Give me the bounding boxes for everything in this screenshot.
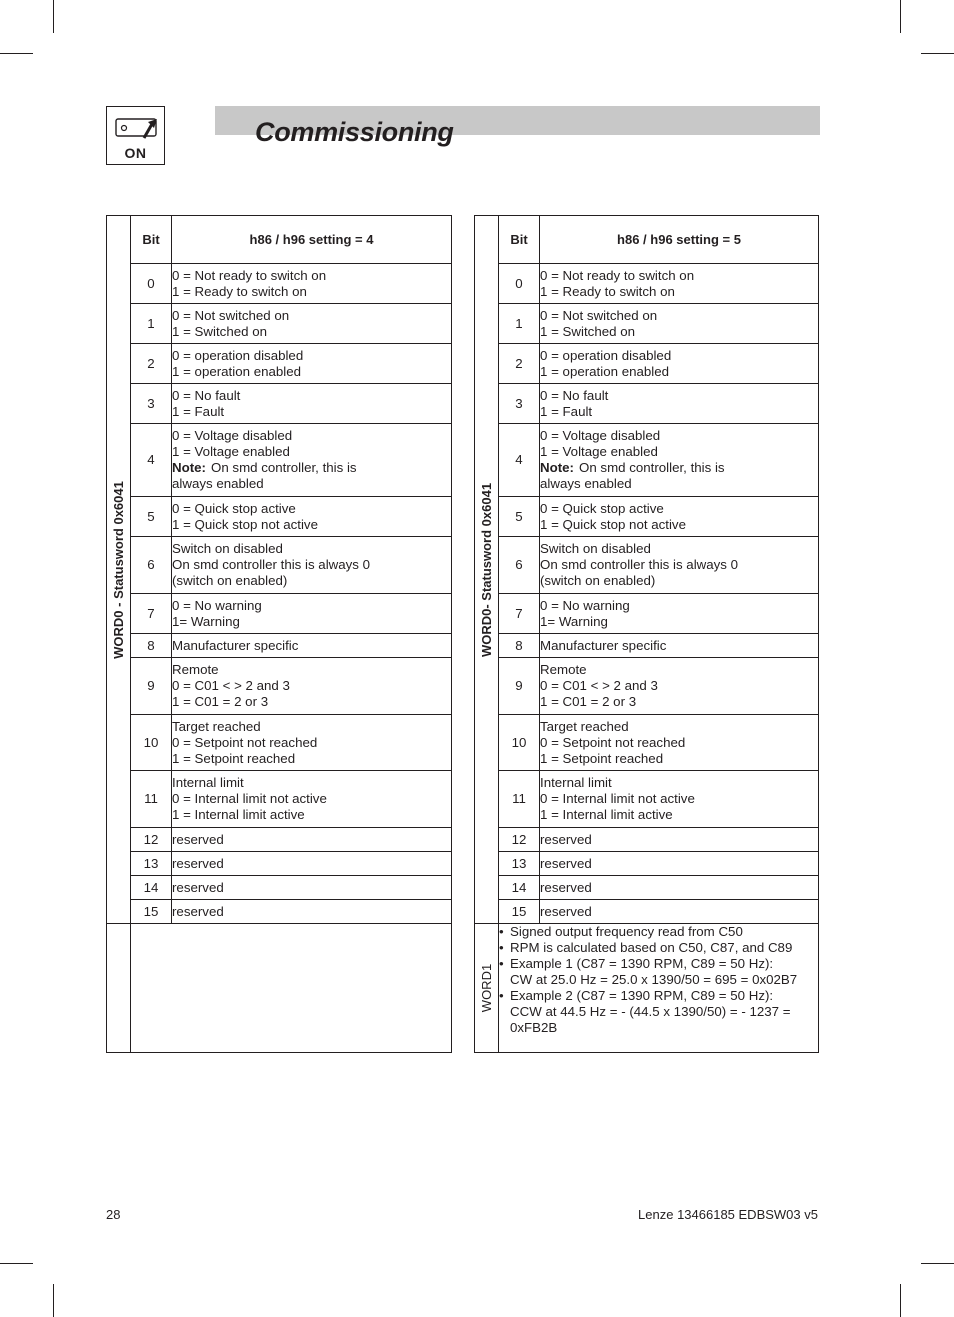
- table-row: [475, 771, 819, 828]
- note-line: [540, 460, 818, 476]
- description-line: 0 = operation disabled: [172, 347, 304, 363]
- bit-description: [172, 344, 452, 384]
- bit-description: [172, 304, 452, 344]
- page-title: Commissioning: [255, 117, 454, 147]
- description-line: 0 = operation disabled: [540, 347, 672, 363]
- crop-mark: [53, 1284, 54, 1317]
- bit-number: 2: [131, 344, 172, 384]
- description-line: Manufacturer specific: [540, 637, 667, 653]
- bit-number: 9: [499, 658, 540, 715]
- bullet-line: • Example 1 (C87 = 1390 RPM, C89 = 50 Hz):: [510, 956, 774, 971]
- description-line: 0 = Voltage disabled: [540, 428, 661, 443]
- description-line: 1= Warning: [172, 613, 240, 629]
- bit-number: 13: [131, 852, 172, 876]
- note-label: Note:: [540, 460, 574, 475]
- table-row: [475, 304, 819, 344]
- description-line: reserved: [540, 831, 592, 847]
- crop-mark: [921, 53, 954, 54]
- word0-label: WORD0- Statusword 0x6041: [478, 482, 494, 657]
- description-line: reserved: [172, 903, 224, 919]
- bit-description: [172, 900, 452, 924]
- description-line: 1= Warning: [540, 613, 608, 629]
- bit-number: 4: [499, 424, 540, 497]
- table-row: [475, 715, 819, 771]
- description-line: reserved: [172, 879, 224, 895]
- description-line: 1 = Quick stop not active: [540, 516, 686, 532]
- bit-number: 0: [499, 264, 540, 304]
- table-row: [107, 497, 452, 537]
- bit-header: Bit: [131, 216, 172, 264]
- description-line: 0 = Quick stop active: [172, 500, 296, 516]
- description-line: 0 = No fault: [540, 387, 609, 403]
- word1-bullet: [499, 924, 818, 940]
- description-line: 0 = Voltage disabled: [172, 428, 293, 443]
- description-line: reserved: [172, 855, 224, 871]
- bit-number: 1: [131, 304, 172, 344]
- description-line: 1 = Internal limit active: [172, 807, 305, 822]
- bullet-line: CCW at 44.5 Hz = - (44.5 x 1390/50) = - 1237 =: [510, 1004, 791, 1019]
- description-line: 1 = C01 = 2 or 3: [172, 694, 269, 709]
- word1-description: [499, 924, 819, 1053]
- description-line: On smd controller this is always 0: [172, 557, 371, 572]
- bit-header: Bit: [499, 216, 540, 264]
- table-header-row: [107, 216, 452, 264]
- crop-mark: [900, 1284, 901, 1317]
- switch-icon: [108, 110, 164, 150]
- bit-description: [540, 658, 819, 715]
- word0-label: WORD0 - Statusword 0x6041: [110, 480, 126, 659]
- description-line: 0 = Not switched on: [540, 307, 658, 323]
- bit-number: 7: [131, 594, 172, 634]
- bit-number: 5: [131, 497, 172, 537]
- table-row: [107, 537, 452, 594]
- empty-word1-row: [107, 924, 452, 1053]
- word1-bullet: [499, 940, 818, 956]
- description-line: 0 = Internal limit not active: [172, 791, 327, 806]
- description-line: 1 = Switched on: [540, 323, 635, 339]
- description-line: 0 = C01 < > 2 and 3: [172, 678, 290, 693]
- bit-number: 7: [499, 594, 540, 634]
- word1-bullet-list: [499, 924, 818, 1036]
- table-row: [475, 634, 819, 658]
- statusword-table-right: [474, 215, 819, 1053]
- description-line: On smd controller this is always 0: [540, 557, 739, 572]
- statusword-table-left: [106, 215, 452, 1053]
- note-text: always enabled: [172, 476, 264, 491]
- bit-description: [540, 344, 819, 384]
- bit-number: 11: [131, 771, 172, 828]
- description-line: 1 = Switched on: [172, 323, 267, 339]
- description-line: 0 = Quick stop active: [540, 500, 664, 516]
- on-label: ON: [124, 145, 147, 161]
- bit-description: [172, 594, 452, 634]
- description-line: 1 = Voltage enabled: [172, 444, 290, 459]
- bit-description: [540, 876, 819, 900]
- description-line: 1 = C01 = 2 or 3: [540, 694, 637, 709]
- table-header-row: [475, 216, 819, 264]
- bit-description: [172, 384, 452, 424]
- description-line: Remote: [540, 662, 587, 677]
- table-row: [475, 876, 819, 900]
- table-row: [475, 264, 819, 304]
- empty-side-cell: [107, 924, 131, 1053]
- bit-number: 9: [131, 658, 172, 715]
- note-text: always enabled: [540, 476, 632, 491]
- bit-description: [172, 876, 452, 900]
- description-line: Internal limit: [172, 775, 244, 790]
- bit-number: 15: [131, 900, 172, 924]
- description-line: 1 = Voltage enabled: [540, 444, 658, 459]
- description-line: 1 = Setpoint reached: [172, 750, 296, 766]
- bit-description: [540, 497, 819, 537]
- bit-number: 15: [499, 900, 540, 924]
- bit-number: 5: [499, 497, 540, 537]
- empty-cell: [131, 924, 452, 1053]
- bit-description: [172, 497, 452, 537]
- description-line: reserved: [172, 831, 224, 847]
- bit-number: 10: [499, 715, 540, 771]
- word1-bullet: [499, 956, 818, 988]
- description-line: 1 = Ready to switch on: [172, 283, 307, 299]
- bit-description: [540, 852, 819, 876]
- bit-number: 6: [131, 537, 172, 594]
- note-text: On smd controller, this is: [210, 460, 357, 475]
- bit-description: [172, 537, 452, 594]
- table-row: [475, 594, 819, 634]
- description-line: 1 = operation enabled: [172, 363, 302, 379]
- table-row: [475, 384, 819, 424]
- note-line: [172, 460, 451, 476]
- note-text: On smd controller, this is: [578, 460, 725, 475]
- bit-number: 10: [131, 715, 172, 771]
- description-line: 1 = Quick stop not active: [172, 516, 318, 532]
- bit-description: [172, 852, 452, 876]
- description-line: Target reached: [172, 718, 261, 734]
- bit-description: [540, 424, 819, 497]
- table-row: [475, 537, 819, 594]
- description-line: 0 = Setpoint not reached: [172, 734, 318, 750]
- description-line: 0 = No warning: [172, 597, 262, 613]
- bit-description: [540, 715, 819, 771]
- table-row: [107, 304, 452, 344]
- bit-description: [172, 264, 452, 304]
- table-row: [475, 900, 819, 924]
- bit-description: [172, 424, 452, 497]
- bit-description: [540, 634, 819, 658]
- description-line: Remote: [172, 662, 219, 677]
- description-line: Internal limit: [540, 775, 612, 790]
- description-line: 1 = Fault: [540, 403, 593, 419]
- description-line: Manufacturer specific: [172, 637, 299, 653]
- crop-mark: [900, 0, 901, 33]
- table-row: [107, 424, 452, 497]
- bit-description: [540, 384, 819, 424]
- setting-header: h86 / h96 setting = 4: [172, 216, 452, 264]
- bullet-line: • Example 2 (C87 = 1390 RPM, C89 = 50 Hz):: [510, 988, 774, 1003]
- description-line: (switch on enabled): [540, 573, 656, 588]
- crop-mark: [0, 53, 33, 54]
- description-line: 0 = Setpoint not reached: [540, 734, 686, 750]
- description-line: 0 = No fault: [172, 387, 241, 403]
- description-line: reserved: [540, 855, 592, 871]
- bit-description: [540, 771, 819, 828]
- description-line: 0 = Not ready to switch on: [172, 267, 327, 283]
- word0-side-cell: [475, 216, 499, 924]
- bit-number: 0: [131, 264, 172, 304]
- bit-number: 14: [499, 876, 540, 900]
- crop-mark: [921, 1263, 954, 1264]
- table-row: [107, 594, 452, 634]
- description-line: reserved: [540, 879, 592, 895]
- bit-number: 3: [131, 384, 172, 424]
- description-line: reserved: [540, 903, 592, 919]
- table-row: [107, 634, 452, 658]
- table-row: [475, 852, 819, 876]
- description-line: Switch on disabled: [540, 541, 651, 556]
- power-switch-icon: [106, 106, 165, 165]
- bit-description: [172, 715, 452, 771]
- bullet-line: • Signed output frequency read from C50: [510, 924, 743, 939]
- bit-number: 3: [499, 384, 540, 424]
- note-label: Note:: [172, 460, 206, 475]
- bit-description: [172, 634, 452, 658]
- description-line: (switch on enabled): [172, 573, 288, 588]
- bit-description: [540, 828, 819, 852]
- bit-description: [172, 658, 452, 715]
- description-line: 0 = Internal limit not active: [540, 791, 695, 806]
- word1-label: WORD1: [478, 963, 494, 1013]
- bit-number: 2: [499, 344, 540, 384]
- bullet-line: 0xFB2B: [510, 1020, 558, 1035]
- word1-bullet: [499, 988, 818, 1036]
- bit-number: 8: [499, 634, 540, 658]
- bit-number: 12: [499, 828, 540, 852]
- bit-number: 1: [499, 304, 540, 344]
- bit-number: 12: [131, 828, 172, 852]
- table-row: [107, 771, 452, 828]
- bit-number: 8: [131, 634, 172, 658]
- description-line: 1 = Setpoint reached: [540, 750, 664, 766]
- bullet-line: • RPM is calculated based on C50, C87, and C89: [510, 940, 793, 955]
- description-line: 1 = Ready to switch on: [540, 283, 675, 299]
- table-row: [107, 715, 452, 771]
- word1-row: [475, 924, 819, 1053]
- table-row: [475, 344, 819, 384]
- table-row: [107, 900, 452, 924]
- description-line: 1 = Internal limit active: [540, 807, 673, 822]
- page-number: 28: [106, 1207, 121, 1222]
- table-row: [107, 384, 452, 424]
- word0-side-cell: [107, 216, 131, 924]
- bit-number: 14: [131, 876, 172, 900]
- description-line: 0 = No warning: [540, 597, 630, 613]
- setting-header: h86 / h96 setting = 5: [540, 216, 819, 264]
- table-row: [107, 344, 452, 384]
- description-line: Switch on disabled: [172, 541, 283, 556]
- description-line: 1 = Fault: [172, 403, 225, 419]
- description-line: 0 = Not ready to switch on: [540, 267, 695, 283]
- bit-description: [540, 537, 819, 594]
- description-line: 0 = C01 < > 2 and 3: [540, 678, 658, 693]
- bit-number: 4: [131, 424, 172, 497]
- table-row: [475, 658, 819, 715]
- crop-mark: [53, 0, 54, 33]
- bit-number: 13: [499, 852, 540, 876]
- bullet-line: CW at 25.0 Hz = 25.0 x 1390/50 = 695 = 0x02B7: [510, 972, 798, 987]
- table-row: [475, 828, 819, 852]
- bit-number: 6: [499, 537, 540, 594]
- bit-description: [540, 264, 819, 304]
- table-row: [107, 264, 452, 304]
- table-row: [107, 876, 452, 900]
- bit-description: [172, 771, 452, 828]
- bit-description: [540, 594, 819, 634]
- description-line: 0 = Not switched on: [172, 307, 290, 323]
- table-row: [107, 828, 452, 852]
- description-line: 1 = operation enabled: [540, 363, 670, 379]
- word1-side-cell: [475, 924, 499, 1053]
- bit-number: 11: [499, 771, 540, 828]
- bit-description: [540, 304, 819, 344]
- bit-description: [172, 828, 452, 852]
- table-row: [475, 424, 819, 497]
- table-row: [107, 658, 452, 715]
- crop-mark: [0, 1263, 33, 1264]
- table-row: [475, 497, 819, 537]
- bit-description: [540, 900, 819, 924]
- table-row: [107, 852, 452, 876]
- document-reference: Lenze 13466185 EDBSW03 v5: [638, 1207, 818, 1222]
- description-line: Target reached: [540, 718, 629, 734]
